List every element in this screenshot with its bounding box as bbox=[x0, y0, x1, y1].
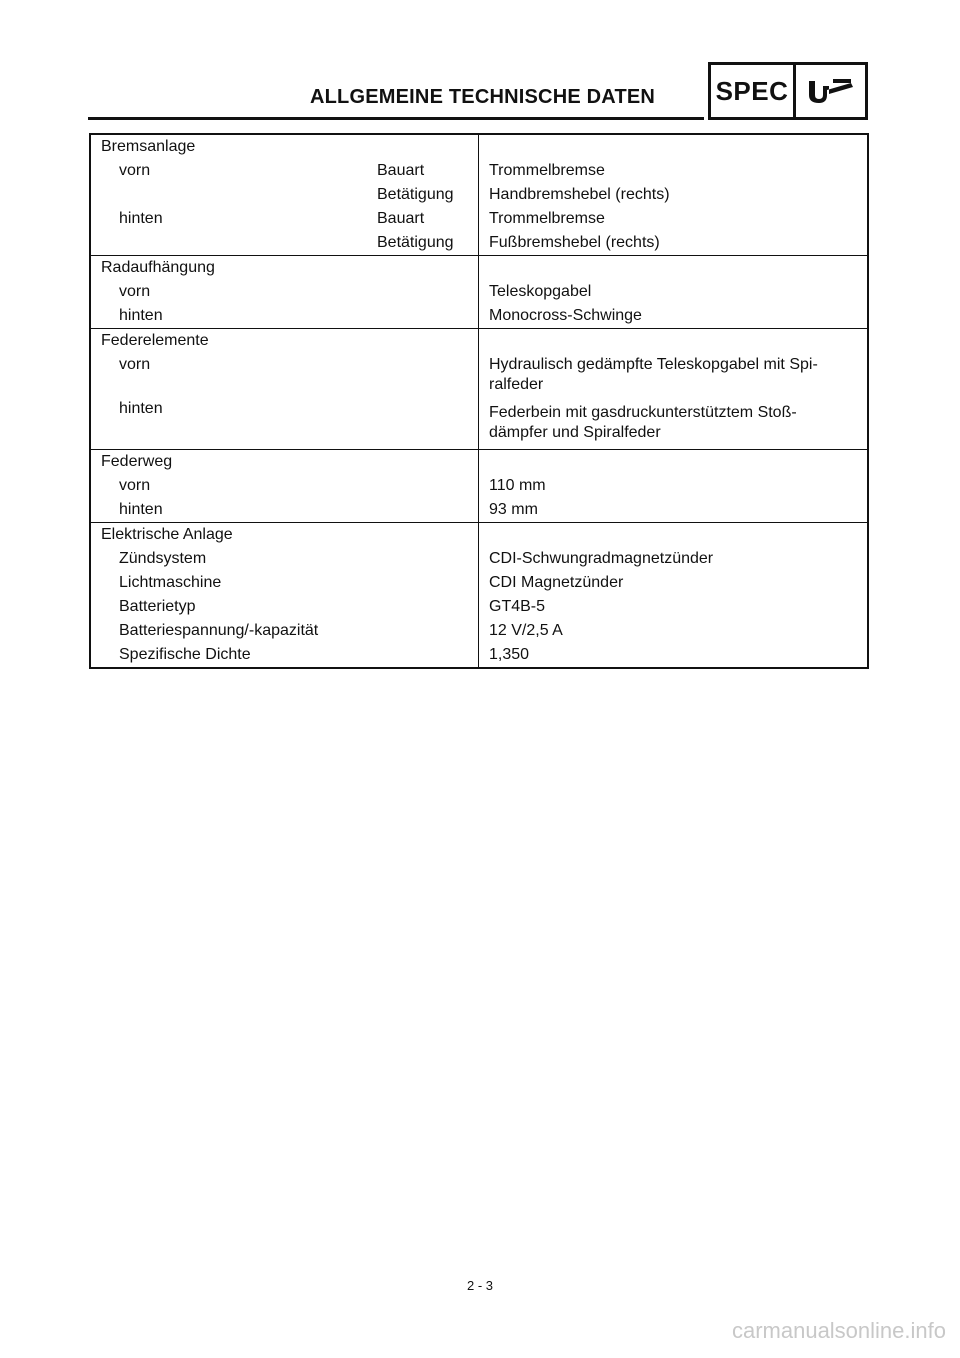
page-title: ALLGEMEINE TECHNISCHE DATEN bbox=[310, 86, 656, 108]
section-title: Federelemente bbox=[101, 332, 209, 349]
section-electrical bbox=[91, 522, 867, 667]
row-label: hinten bbox=[119, 501, 163, 518]
row-label: vorn bbox=[119, 283, 151, 300]
section-title: Bremsanlage bbox=[101, 138, 196, 155]
row-label: vorn bbox=[119, 356, 151, 373]
spec-label: SPEC bbox=[711, 65, 796, 117]
row-value: CDI-Schwungradmagnetzünder bbox=[489, 550, 714, 567]
row-value: Teleskopgabel bbox=[489, 283, 592, 300]
title-underline bbox=[88, 117, 704, 120]
row-value: 1,350 bbox=[489, 646, 530, 663]
spec-table bbox=[89, 133, 869, 669]
page-header bbox=[88, 62, 870, 124]
row-sublabel: Bauart bbox=[377, 210, 425, 227]
row-value: Hydraulisch gedämpfte Teleskopgabel mit Spi-ralfeder bbox=[489, 356, 818, 393]
section-springs bbox=[91, 328, 867, 449]
row-value: Monocross-Schwinge bbox=[489, 307, 642, 324]
row-value: CDI Magnetzünder bbox=[489, 574, 624, 591]
section-title: Elektrische Anlage bbox=[101, 526, 233, 543]
row-label: hinten bbox=[119, 210, 163, 227]
section-title: Federweg bbox=[101, 453, 173, 470]
section-brakes bbox=[91, 135, 867, 255]
row-value: Trommelbremse bbox=[489, 210, 605, 227]
page-number: 2 - 3 bbox=[466, 1278, 493, 1293]
section-travel bbox=[91, 449, 867, 522]
row-value: GT4B-5 bbox=[489, 598, 546, 615]
row-label: hinten bbox=[119, 400, 163, 417]
wrench-icon bbox=[796, 65, 865, 117]
row-label: Lichtmaschine bbox=[119, 574, 222, 591]
row-label: Zündsystem bbox=[119, 550, 207, 567]
row-sublabel: Betätigung bbox=[377, 186, 454, 203]
spec-badge bbox=[708, 62, 868, 120]
row-value: 12 V/2,5 A bbox=[489, 622, 563, 639]
row-value: Fußbremshebel (rechts) bbox=[489, 234, 660, 251]
row-label: Batteriespannung/-kapazität bbox=[119, 622, 319, 639]
row-value: Federbein mit gasdruckunterstütztem Stoß-dämpfer und Spiralfeder bbox=[489, 404, 797, 441]
section-title: Radaufhängung bbox=[101, 259, 215, 276]
row-value: Handbremshebel (rechts) bbox=[489, 186, 670, 203]
section-suspension bbox=[91, 255, 867, 328]
row-value: 110 mm bbox=[489, 477, 546, 494]
row-value: 93 mm bbox=[489, 501, 538, 518]
row-sublabel: Bauart bbox=[377, 162, 425, 179]
row-label: Spezifische Dichte bbox=[119, 646, 251, 663]
row-label: vorn bbox=[119, 477, 151, 494]
row-value: Trommelbremse bbox=[489, 162, 605, 179]
row-sublabel: Betätigung bbox=[377, 234, 454, 251]
row-label: Batterietyp bbox=[119, 598, 196, 615]
row-label: vorn bbox=[119, 162, 151, 179]
watermark: carmanualsonline.info bbox=[731, 1318, 946, 1343]
row-label: hinten bbox=[119, 307, 163, 324]
